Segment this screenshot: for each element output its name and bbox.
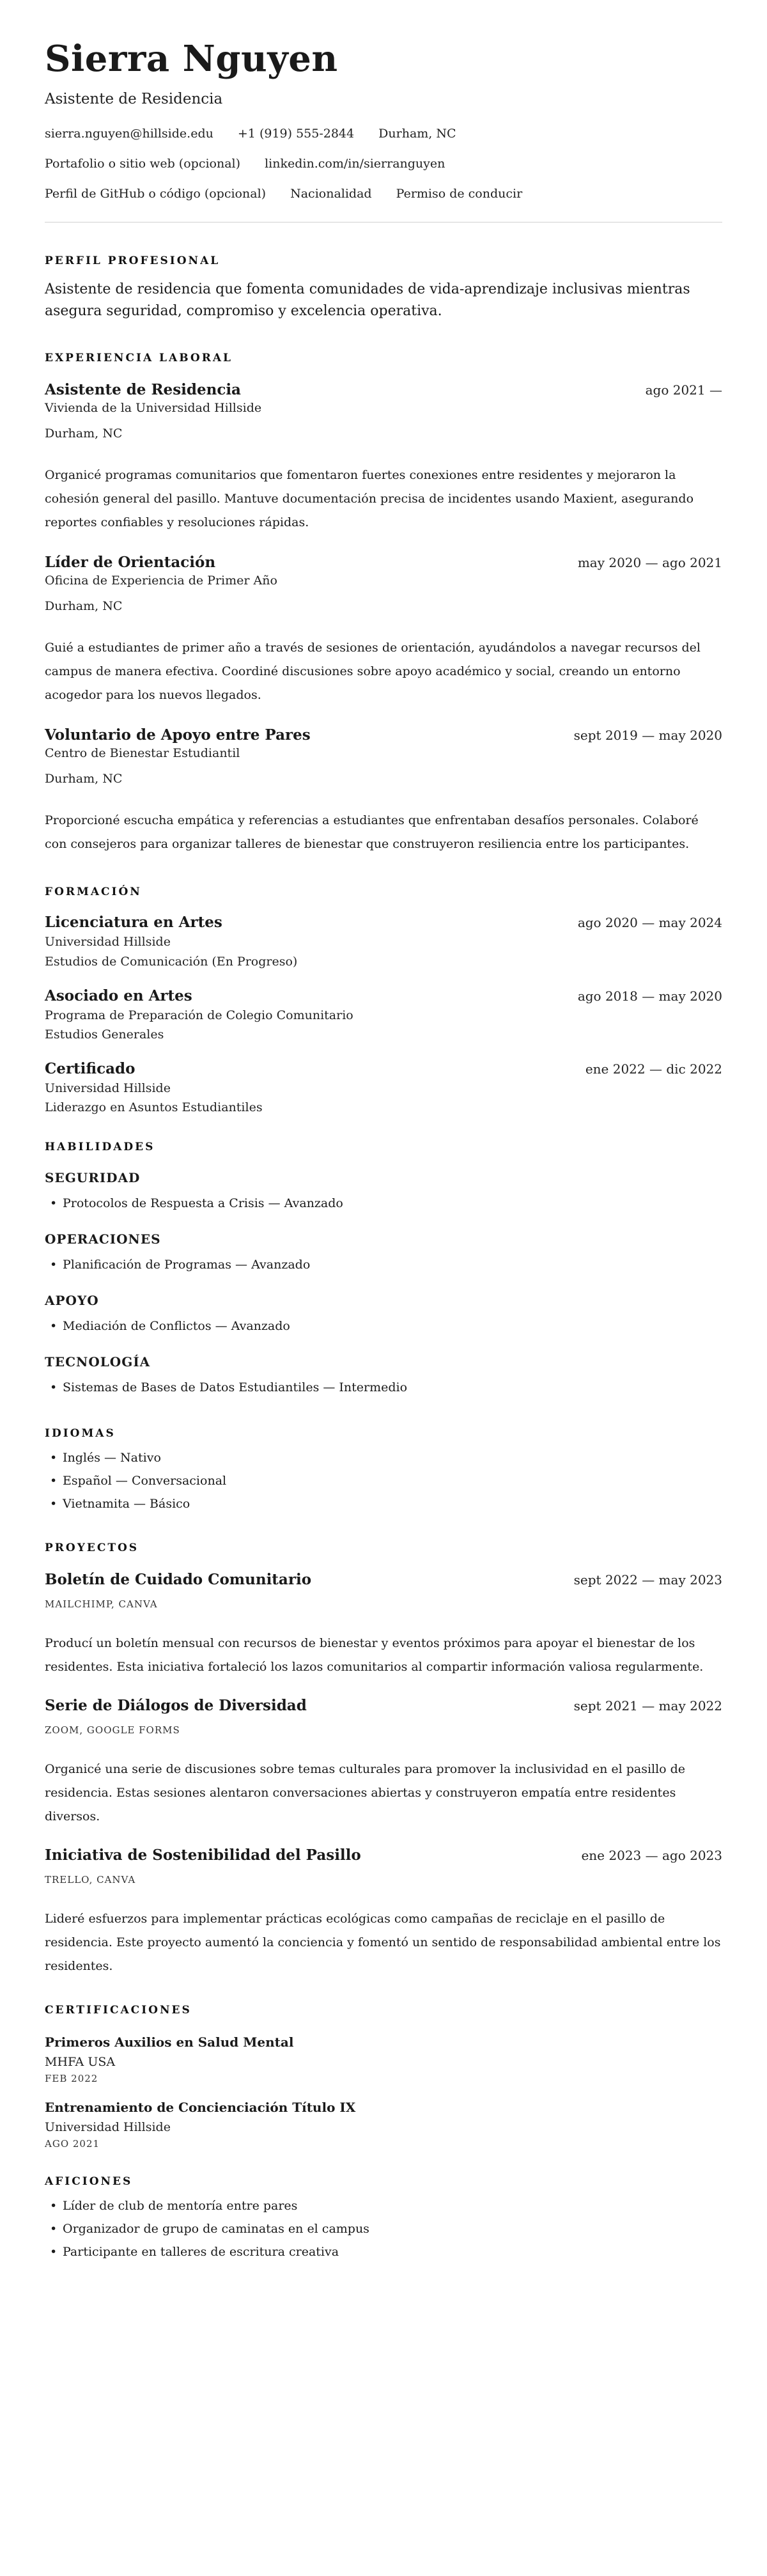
hobby-list bbox=[45, 2194, 722, 2263]
skills-heading: HABILIDADES bbox=[45, 1140, 155, 1153]
project-tech: ZOOM, GOOGLE FORMS bbox=[45, 1724, 180, 1736]
hobby-item: • Organizador de grupo de caminatas en el campus bbox=[45, 2217, 722, 2240]
project-item bbox=[45, 1571, 722, 1679]
job-date: may 2020 — ago 2021 bbox=[577, 555, 722, 571]
skill-list bbox=[45, 1376, 722, 1399]
skill-category: APOYO bbox=[45, 1293, 99, 1309]
degree-date: ago 2020 — may 2024 bbox=[577, 915, 722, 931]
skill-category: OPERACIONES bbox=[45, 1231, 161, 1247]
degree-date: ene 2022 — dic 2022 bbox=[585, 1061, 722, 1077]
education-item bbox=[45, 987, 722, 1043]
education-section bbox=[45, 886, 722, 1116]
project-title: Boletín de Cuidado Comunitario bbox=[45, 1570, 312, 1588]
languages-heading: IDIOMAS bbox=[45, 1427, 116, 1440]
job-location: Durham, NC bbox=[45, 772, 123, 786]
project-tech: MAILCHIMP, CANVA bbox=[45, 1598, 158, 1610]
contact-license: Permiso de conducir bbox=[396, 186, 523, 201]
certification-item bbox=[45, 2034, 722, 2084]
summary-text: Asistente de residencia que fomenta comunidades de vida-aprendizaje inclusivas mientras asegura seguridad, compromiso y excelencia operativa. bbox=[45, 281, 690, 319]
certification-name: Entrenamiento de Concienciación Título IX bbox=[45, 2099, 356, 2115]
degree-field: Estudios Generales bbox=[45, 1027, 164, 1042]
candidate-name: Sierra Nguyen bbox=[45, 38, 338, 80]
certification-item bbox=[45, 2100, 722, 2150]
project-tech: TRELLO, CANVA bbox=[45, 1873, 136, 1885]
degree-school: Universidad Hillside bbox=[45, 1081, 171, 1095]
skill-item: • Protocolos de Respuesta a Crisis — Avanzado bbox=[45, 1192, 722, 1215]
certification-date: AGO 2021 bbox=[45, 2137, 100, 2150]
job-description: Proporcioné escucha empática y referencias a estudiantes que enfrentaban desafíos personales. Colaboré con consejeros para organizar talleres de bienestar que construyeron resiliencia entre los participantes. bbox=[45, 813, 699, 852]
language-list bbox=[45, 1446, 722, 1515]
hobby-item: • Participante en talleres de escritura creativa bbox=[45, 2240, 722, 2263]
contact-email[interactable]: sierra.nguyen@hillside.edu bbox=[45, 127, 213, 141]
skill-item: • Mediación de Conflictos — Avanzado bbox=[45, 1315, 722, 1338]
experience-item bbox=[45, 381, 722, 535]
contact-row-3 bbox=[45, 187, 722, 201]
degree-school: Universidad Hillside bbox=[45, 935, 171, 949]
experience-item bbox=[45, 726, 722, 856]
certification-issuer: MHFA USA bbox=[45, 2054, 116, 2069]
summary-section bbox=[45, 254, 722, 322]
language-item: • Español — Conversacional bbox=[45, 1469, 722, 1492]
degree-title: Licenciatura en Artes bbox=[45, 914, 222, 932]
hobby-item: • Líder de club de mentoría entre pares bbox=[45, 2194, 722, 2217]
hobbies-section bbox=[45, 2175, 722, 2263]
projects-heading: PROYECTOS bbox=[45, 1541, 139, 1554]
skills-section bbox=[45, 1141, 722, 1399]
experience-item bbox=[45, 554, 722, 707]
certification-date: FEB 2022 bbox=[45, 2072, 98, 2084]
language-item: • Vietnamita — Básico bbox=[45, 1492, 722, 1515]
job-title: Voluntario de Apoyo entre Pares bbox=[45, 726, 311, 744]
project-title: Serie de Diálogos de Diversidad bbox=[45, 1696, 307, 1714]
certifications-heading: CERTIFICACIONES bbox=[45, 2003, 192, 2017]
job-date: ago 2021 — bbox=[645, 382, 722, 398]
contact-row-2 bbox=[45, 157, 722, 171]
job-description: Organicé programas comunitarios que fomentaron fuertes conexiones entre residentes y mejoraron la cohesión general del pasillo. Mantuve documentación precisa de incidentes usando Maxient, asegurando reportes confiables y resoluciones rápidas. bbox=[45, 467, 694, 530]
project-item bbox=[45, 1697, 722, 1829]
projects-section bbox=[45, 1542, 722, 1978]
certification-issuer: Universidad Hillside bbox=[45, 2119, 171, 2134]
job-org: Vivienda de la Universidad Hillside bbox=[45, 400, 262, 415]
certification-name: Primeros Auxilios en Salud Mental bbox=[45, 2034, 294, 2050]
degree-school: Programa de Preparación de Colegio Comunitario bbox=[45, 1008, 353, 1022]
degree-title: Certificado bbox=[45, 1059, 136, 1077]
education-item bbox=[45, 1060, 722, 1116]
education-heading: FORMACIÓN bbox=[45, 886, 142, 899]
job-description: Guié a estudiantes de primer año a través de sesiones de orientación, ayudándolos a navegar recursos del campus de manera efectiva. Coordiné discusiones sobre apoyo académico y social, creando un entorno acogedor para los nuevos llegados. bbox=[45, 641, 701, 703]
contact-portfolio[interactable]: Portafolio o sitio web (opcional) bbox=[45, 157, 241, 171]
project-description: Lideré esfuerzos para implementar prácticas ecológicas como campañas de reciclaje en el pasillo de residencia. Este proyecto aumentó la conciencia y fomentó un sentido de responsabilidad ambiental entre los residentes. bbox=[45, 1911, 721, 1973]
contact-row-1 bbox=[45, 127, 722, 141]
job-org: Centro de Bienestar Estudiantil bbox=[45, 746, 240, 761]
summary-heading: PERFIL PROFESIONAL bbox=[45, 254, 221, 267]
skill-item: • Planificación de Programas — Avanzado bbox=[45, 1253, 722, 1276]
certifications-section bbox=[45, 2004, 722, 2150]
project-item bbox=[45, 1846, 722, 1978]
experience-section bbox=[45, 352, 722, 856]
job-title: Líder de Orientación bbox=[45, 554, 216, 572]
degree-field: Estudios de Comunicación (En Progreso) bbox=[45, 954, 298, 969]
candidate-role: Asistente de Residencia bbox=[45, 91, 223, 108]
project-description: Organicé una serie de discusiones sobre temas culturales para promover la inclusividad en el pasillo de residencia. Estas sesiones alentaron conversaciones abiertas y construyeron empatía entre residentes diversos. bbox=[45, 1761, 686, 1823]
skill-item: • Sistemas de Bases de Datos Estudiantiles — Intermedio bbox=[45, 1376, 722, 1399]
contact-location: Durham, NC bbox=[378, 127, 456, 141]
languages-section bbox=[45, 1427, 722, 1515]
project-date: ene 2023 — ago 2023 bbox=[581, 1847, 722, 1863]
contact-linkedin[interactable]: linkedin.com/in/sierranguyen bbox=[265, 157, 445, 171]
project-date: sept 2022 — may 2023 bbox=[573, 1572, 722, 1588]
experience-heading: EXPERIENCIA LABORAL bbox=[45, 351, 233, 364]
project-date: sept 2021 — may 2022 bbox=[573, 1698, 722, 1713]
skill-list bbox=[45, 1192, 722, 1215]
degree-title: Asociado en Artes bbox=[45, 987, 192, 1004]
project-title: Iniciativa de Sostenibilidad del Pasillo bbox=[45, 1846, 361, 1864]
job-location: Durham, NC bbox=[45, 426, 123, 441]
language-item: • Inglés — Nativo bbox=[45, 1446, 722, 1469]
job-date: sept 2019 — may 2020 bbox=[573, 728, 722, 744]
skill-category: TECNOLOGÍA bbox=[45, 1354, 151, 1370]
resume-header bbox=[45, 38, 722, 201]
skill-category: SEGURIDAD bbox=[45, 1169, 141, 1185]
contact-phone[interactable]: +1 (919) 555-2844 bbox=[237, 127, 355, 141]
job-location: Durham, NC bbox=[45, 599, 123, 614]
education-item bbox=[45, 914, 722, 970]
project-description: Producí un boletín mensual con recursos de bienestar y eventos próximos para apoyar el bienestar de los residentes. Esta iniciativa fortaleció los lazos comunitarios al compartir información valiosa regularmente. bbox=[45, 1635, 704, 1674]
contact-nationality: Nacionalidad bbox=[290, 186, 372, 201]
skill-list bbox=[45, 1253, 722, 1276]
hobbies-heading: AFICIONES bbox=[45, 2174, 133, 2188]
job-org: Oficina de Experiencia de Primer Año bbox=[45, 574, 277, 588]
degree-field: Liderazgo en Asuntos Estudiantiles bbox=[45, 1100, 263, 1115]
degree-date: ago 2018 — may 2020 bbox=[577, 988, 722, 1004]
job-title: Asistente de Residencia bbox=[45, 380, 241, 398]
skill-list bbox=[45, 1315, 722, 1338]
contact-github[interactable]: Perfil de GitHub o código (opcional) bbox=[45, 186, 267, 201]
